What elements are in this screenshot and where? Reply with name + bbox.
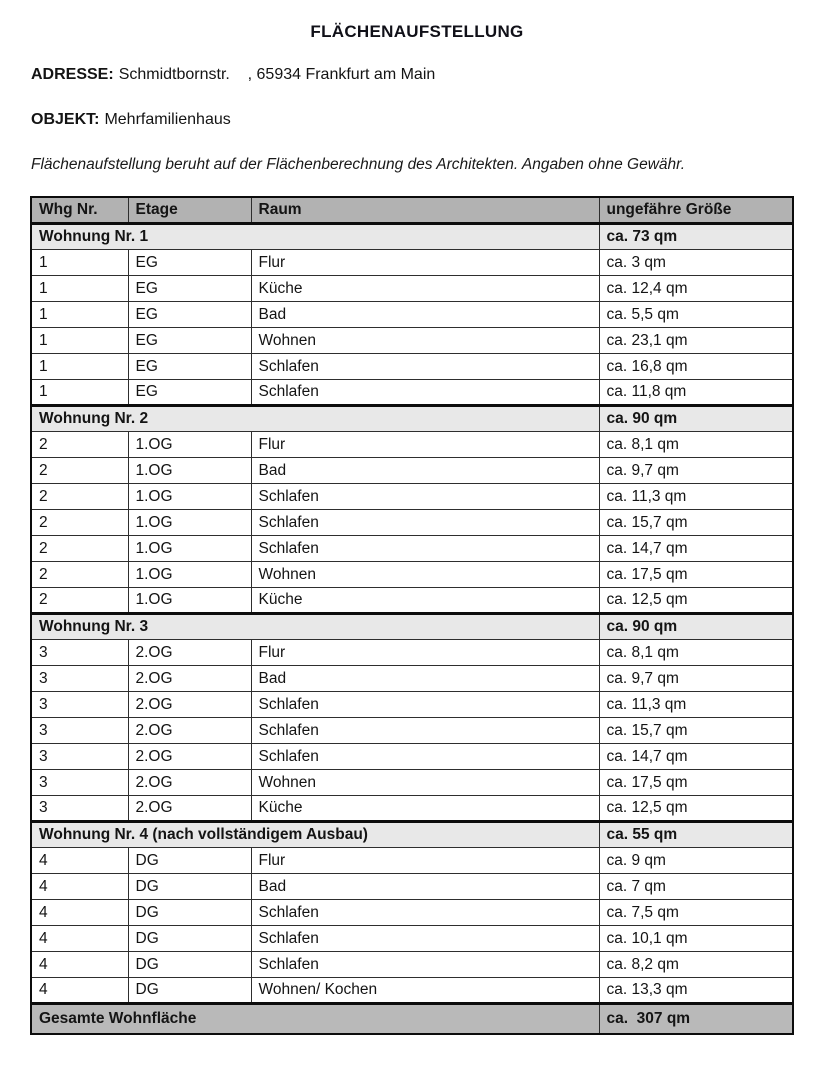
cell-size: ca. 8,2 qm xyxy=(599,951,793,977)
table-row xyxy=(31,639,793,665)
section-label: Wohnung Nr. 4 (nach vollständigem Ausbau) xyxy=(31,821,599,847)
cell-etage: DG xyxy=(128,925,251,951)
cell-etage: DG xyxy=(128,847,251,873)
cell-etage: DG xyxy=(128,977,251,1003)
cell-whg-nr: 1 xyxy=(31,301,128,327)
cell-whg-nr: 3 xyxy=(31,769,128,795)
table-row xyxy=(31,925,793,951)
cell-whg-nr: 4 xyxy=(31,873,128,899)
table-row xyxy=(31,977,793,1003)
cell-size: ca. 8,1 qm xyxy=(599,639,793,665)
cell-raum: Bad xyxy=(251,457,599,483)
table-row xyxy=(31,795,793,821)
table-row xyxy=(31,301,793,327)
table-row xyxy=(31,509,793,535)
cell-etage: 2.OG xyxy=(128,717,251,743)
cell-raum: Schlafen xyxy=(251,483,599,509)
cell-size: ca. 9,7 qm xyxy=(599,457,793,483)
table-row xyxy=(31,769,793,795)
table-row xyxy=(31,249,793,275)
cell-etage: EG xyxy=(128,353,251,379)
cell-whg-nr: 4 xyxy=(31,847,128,873)
cell-whg-nr: 2 xyxy=(31,431,128,457)
cell-size: ca. 7 qm xyxy=(599,873,793,899)
cell-size: ca. 16,8 qm xyxy=(599,353,793,379)
table-row xyxy=(31,743,793,769)
object-line xyxy=(0,110,834,129)
section-size: ca. 90 qm xyxy=(599,405,793,431)
cell-size: ca. 12,4 qm xyxy=(599,275,793,301)
table-row xyxy=(31,873,793,899)
object-label: OBJEKT: xyxy=(31,111,100,128)
cell-size: ca. 11,8 qm xyxy=(599,379,793,405)
cell-etage: EG xyxy=(128,301,251,327)
cell-raum: Flur xyxy=(251,639,599,665)
cell-etage: 2.OG xyxy=(128,665,251,691)
cell-etage: 1.OG xyxy=(128,457,251,483)
cell-whg-nr: 3 xyxy=(31,743,128,769)
cell-size: ca. 7,5 qm xyxy=(599,899,793,925)
cell-etage: 2.OG xyxy=(128,769,251,795)
cell-raum: Flur xyxy=(251,847,599,873)
cell-size: ca. 8,1 qm xyxy=(599,431,793,457)
cell-size: ca. 12,5 qm xyxy=(599,795,793,821)
cell-whg-nr: 2 xyxy=(31,509,128,535)
cell-whg-nr: 1 xyxy=(31,327,128,353)
cell-size: ca. 5,5 qm xyxy=(599,301,793,327)
cell-raum: Schlafen xyxy=(251,509,599,535)
cell-raum: Bad xyxy=(251,301,599,327)
cell-whg-nr: 3 xyxy=(31,795,128,821)
table-row xyxy=(31,951,793,977)
table-row xyxy=(31,327,793,353)
cell-whg-nr: 4 xyxy=(31,899,128,925)
cell-size: ca. 17,5 qm xyxy=(599,769,793,795)
cell-etage: 1.OG xyxy=(128,509,251,535)
cell-etage: 1.OG xyxy=(128,561,251,587)
disclaimer-text: Flächenaufstellung beruht auf der Flächenberechnung des Architekten. Angaben ohne Gewähr. xyxy=(31,156,686,173)
cell-whg-nr: 4 xyxy=(31,977,128,1003)
cell-raum: Schlafen xyxy=(251,743,599,769)
cell-etage: EG xyxy=(128,327,251,353)
cell-size: ca. 10,1 qm xyxy=(599,925,793,951)
page-title: FLÄCHENAUFSTELLUNG xyxy=(310,22,524,41)
section-size: ca. 73 qm xyxy=(599,223,793,249)
header-whg-nr: Whg Nr. xyxy=(31,197,128,223)
cell-whg-nr: 2 xyxy=(31,561,128,587)
area-table xyxy=(30,196,794,1035)
total-size: ca. 307 qm xyxy=(599,1003,793,1034)
table-row xyxy=(31,899,793,925)
section-label: Wohnung Nr. 3 xyxy=(31,613,599,639)
cell-whg-nr: 2 xyxy=(31,457,128,483)
address-label: ADRESSE: xyxy=(31,66,114,83)
address-line xyxy=(0,65,834,84)
cell-etage: EG xyxy=(128,249,251,275)
cell-whg-nr: 2 xyxy=(31,483,128,509)
cell-whg-nr: 1 xyxy=(31,275,128,301)
cell-whg-nr: 2 xyxy=(31,535,128,561)
table-row xyxy=(31,561,793,587)
cell-size: ca. 14,7 qm xyxy=(599,743,793,769)
cell-size: ca. 11,3 qm xyxy=(599,691,793,717)
cell-etage: DG xyxy=(128,899,251,925)
cell-etage: EG xyxy=(128,379,251,405)
cell-whg-nr: 1 xyxy=(31,379,128,405)
section-size: ca. 90 qm xyxy=(599,613,793,639)
cell-size: ca. 17,5 qm xyxy=(599,561,793,587)
cell-etage: 1.OG xyxy=(128,483,251,509)
cell-raum: Bad xyxy=(251,873,599,899)
cell-whg-nr: 3 xyxy=(31,691,128,717)
total-row xyxy=(31,1003,793,1034)
header-raum: Raum xyxy=(251,197,599,223)
cell-raum: Schlafen xyxy=(251,717,599,743)
cell-etage: 1.OG xyxy=(128,431,251,457)
cell-size: ca. 11,3 qm xyxy=(599,483,793,509)
object-value: Mehrfamilienhaus xyxy=(104,111,231,128)
cell-raum: Bad xyxy=(251,665,599,691)
cell-etage: DG xyxy=(128,873,251,899)
cell-raum: Flur xyxy=(251,431,599,457)
cell-raum: Schlafen xyxy=(251,925,599,951)
table-row xyxy=(31,535,793,561)
section-row xyxy=(31,405,793,431)
header-size: ungefähre Größe xyxy=(599,197,793,223)
table-row xyxy=(31,847,793,873)
section-label: Wohnung Nr. 2 xyxy=(31,405,599,431)
cell-raum: Wohnen/ Kochen xyxy=(251,977,599,1003)
cell-size: ca. 23,1 qm xyxy=(599,327,793,353)
cell-whg-nr: 1 xyxy=(31,353,128,379)
cell-whg-nr: 2 xyxy=(31,587,128,613)
cell-whg-nr: 3 xyxy=(31,639,128,665)
cell-etage: 2.OG xyxy=(128,639,251,665)
cell-raum: Küche xyxy=(251,587,599,613)
table-row xyxy=(31,457,793,483)
table-header-row xyxy=(31,197,793,223)
cell-raum: Wohnen xyxy=(251,769,599,795)
table-row xyxy=(31,353,793,379)
cell-size: ca. 9,7 qm xyxy=(599,665,793,691)
cell-whg-nr: 3 xyxy=(31,665,128,691)
cell-size: ca. 15,7 qm xyxy=(599,717,793,743)
cell-etage: 2.OG xyxy=(128,691,251,717)
section-row xyxy=(31,223,793,249)
cell-size: ca. 9 qm xyxy=(599,847,793,873)
cell-etage: EG xyxy=(128,275,251,301)
table-row xyxy=(31,587,793,613)
section-label: Wohnung Nr. 1 xyxy=(31,223,599,249)
cell-raum: Küche xyxy=(251,275,599,301)
table-row xyxy=(31,379,793,405)
cell-size: ca. 15,7 qm xyxy=(599,509,793,535)
cell-whg-nr: 1 xyxy=(31,249,128,275)
table-body xyxy=(31,223,793,1034)
cell-etage: 1.OG xyxy=(128,587,251,613)
cell-raum: Wohnen xyxy=(251,327,599,353)
cell-whg-nr: 3 xyxy=(31,717,128,743)
cell-size: ca. 14,7 qm xyxy=(599,535,793,561)
cell-raum: Küche xyxy=(251,795,599,821)
table-row xyxy=(31,483,793,509)
cell-size: ca. 13,3 qm xyxy=(599,977,793,1003)
cell-etage: 1.OG xyxy=(128,535,251,561)
cell-etage: 2.OG xyxy=(128,795,251,821)
cell-size: ca. 3 qm xyxy=(599,249,793,275)
total-label: Gesamte Wohnfläche xyxy=(31,1003,599,1034)
cell-raum: Schlafen xyxy=(251,535,599,561)
table-row xyxy=(31,691,793,717)
cell-whg-nr: 4 xyxy=(31,925,128,951)
section-row xyxy=(31,821,793,847)
cell-raum: Flur xyxy=(251,249,599,275)
section-row xyxy=(31,613,793,639)
cell-etage: DG xyxy=(128,951,251,977)
header-etage: Etage xyxy=(128,197,251,223)
cell-whg-nr: 4 xyxy=(31,951,128,977)
cell-etage: 2.OG xyxy=(128,743,251,769)
cell-raum: Wohnen xyxy=(251,561,599,587)
table-row xyxy=(31,665,793,691)
cell-raum: Schlafen xyxy=(251,951,599,977)
cell-raum: Schlafen xyxy=(251,899,599,925)
section-size: ca. 55 qm xyxy=(599,821,793,847)
address-value: Schmidtbornstr. , 65934 Frankfurt am Main xyxy=(118,66,436,83)
cell-raum: Schlafen xyxy=(251,691,599,717)
table-row xyxy=(31,717,793,743)
cell-raum: Schlafen xyxy=(251,353,599,379)
table-row xyxy=(31,431,793,457)
cell-raum: Schlafen xyxy=(251,379,599,405)
table-row xyxy=(31,275,793,301)
cell-size: ca. 12,5 qm xyxy=(599,587,793,613)
